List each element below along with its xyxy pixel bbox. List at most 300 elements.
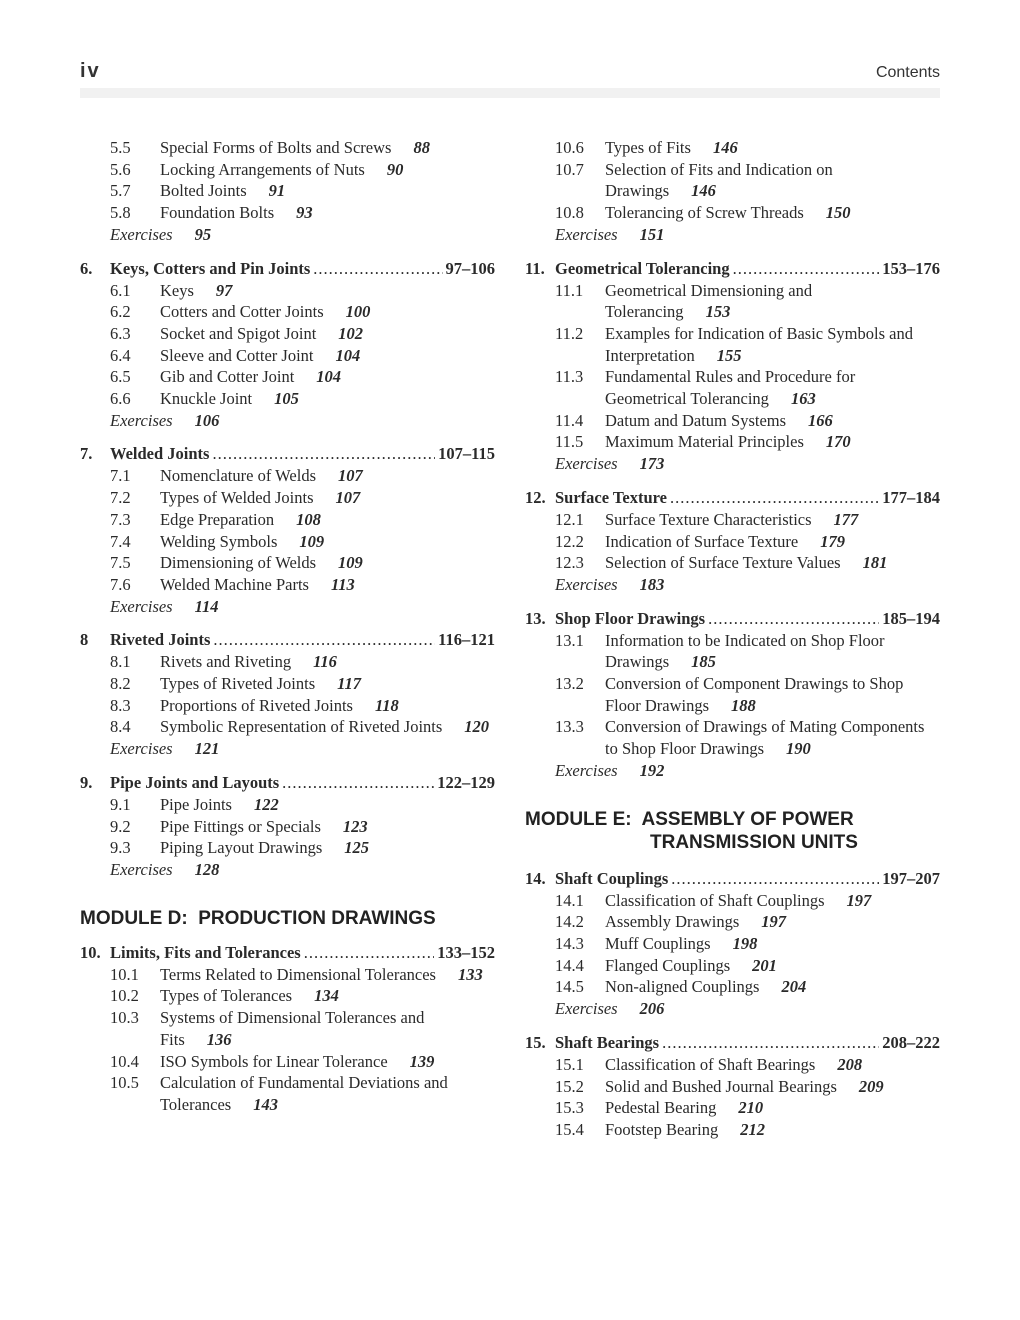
section-entry (110, 816, 495, 838)
section-number: 8.4 (110, 717, 131, 737)
section-text (605, 716, 940, 759)
section-page: 146 (691, 181, 716, 201)
dot-leader (671, 868, 879, 890)
section-title: Calculation of Fundamental Deviations and Tolerances (160, 1073, 448, 1114)
chapter-number: 12. (525, 487, 546, 507)
section-title: Types of Welded Joints (160, 488, 314, 508)
section-entry (555, 202, 940, 224)
section-title: Fundamental Rules and Procedure for Geometrical Tolerancing (605, 367, 856, 409)
chapter-number: 14. (525, 868, 546, 888)
dot-leader (282, 772, 434, 794)
section-title: Welding Symbols (160, 531, 278, 551)
section-text (160, 137, 495, 159)
exercises-text (555, 998, 940, 1020)
section-title: Tolerancing of Screw Threads (605, 203, 804, 223)
exercises-text (555, 453, 940, 475)
section-page: 139 (409, 1051, 435, 1071)
section-text (160, 1072, 495, 1115)
section-entry (555, 1119, 940, 1141)
section-page: 177 (833, 509, 859, 529)
section-text (605, 911, 940, 933)
section-entry (555, 366, 940, 409)
section-text (160, 531, 495, 553)
section-page: 102 (338, 323, 364, 343)
section-page: 109 (338, 553, 363, 573)
section-number: 8.1 (110, 652, 131, 672)
section-number: 11.2 (555, 323, 584, 343)
chapter-page-range: 153–176 (882, 258, 940, 278)
section-number: 12.1 (555, 509, 584, 529)
section-entry (555, 673, 940, 716)
section-list (525, 890, 940, 1020)
chapter-heading (525, 608, 940, 630)
section-page: 123 (342, 816, 368, 836)
toc-chapter (80, 258, 495, 432)
chapter-heading (80, 942, 495, 964)
section-text (605, 531, 940, 553)
section-title: Types of Tolerances (160, 986, 293, 1006)
section-text (160, 716, 495, 738)
chapter-title: Geometrical Tolerancing (555, 258, 730, 278)
section-page: 181 (862, 553, 888, 573)
section-entry (555, 531, 940, 553)
chapter-heading (80, 443, 495, 465)
section-list (525, 1054, 940, 1141)
exercises-text (555, 224, 940, 246)
exercises-label: Exercises (110, 739, 173, 759)
section-number: 5.6 (110, 159, 131, 179)
section-entry (555, 431, 940, 453)
exercises-entry (110, 410, 495, 432)
exercises-entry (110, 224, 495, 246)
section-entry (110, 388, 495, 410)
exercises-label: Exercises (555, 224, 618, 244)
exercises-label: Exercises (555, 574, 618, 594)
section-title: Indication of Surface Texture (605, 531, 799, 551)
section-title: Nomenclature of Welds (160, 466, 316, 486)
section-title: Gib and Cotter Joint (160, 367, 295, 387)
section-page: 185 (691, 652, 716, 672)
exercises-page: 192 (639, 760, 665, 780)
section-text (160, 964, 495, 986)
section-page: 105 (274, 389, 299, 409)
chapter-number: 15. (525, 1032, 546, 1052)
section-title: Datum and Datum Systems (605, 410, 787, 430)
section-text (605, 673, 940, 716)
chapter-number: 10. (80, 942, 101, 962)
section-number: 10.5 (110, 1073, 139, 1093)
dot-leader (313, 258, 442, 280)
section-page: 133 (457, 964, 483, 984)
section-number: 7.5 (110, 553, 131, 573)
dot-leader (212, 443, 435, 465)
section-title: Special Forms of Bolts and Screws (160, 138, 392, 157)
exercises-label: Exercises (555, 999, 618, 1019)
section-page: 100 (345, 302, 371, 322)
exercises-page: 95 (194, 224, 212, 244)
exercises-page: 114 (194, 596, 219, 616)
section-title: Types of Riveted Joints (160, 674, 316, 694)
section-text (160, 180, 495, 202)
chapter-title: Riveted Joints (110, 630, 211, 650)
dot-leader (670, 487, 879, 509)
exercises-entry (110, 859, 495, 881)
toc-chapter (80, 629, 495, 760)
section-title: Information to be Indicated on Shop Floor Drawings (605, 630, 885, 672)
section-title: Bolted Joints (160, 181, 247, 201)
section-list (80, 794, 495, 881)
toc-chapter (525, 137, 940, 246)
chapter-page-range: 185–194 (882, 608, 940, 628)
exercises-entry (555, 453, 940, 475)
module-title-line2: TRANSMISSION UNITS (650, 831, 858, 853)
toc-chapter (80, 137, 495, 246)
section-page: 146 (712, 138, 738, 157)
section-number: 13.1 (555, 630, 584, 650)
section-page: 136 (206, 1029, 232, 1049)
section-entry (555, 159, 940, 202)
section-number: 12.3 (555, 553, 584, 573)
chapter-page-range: 107–115 (438, 444, 495, 464)
toc-chapter (80, 772, 495, 881)
chapter-page-range: 122–129 (437, 772, 495, 792)
section-page: 210 (738, 1098, 764, 1118)
section-number: 10.1 (110, 964, 139, 984)
header-rule (80, 88, 940, 98)
exercises-entry (555, 224, 940, 246)
section-page: 118 (374, 695, 399, 715)
section-title: Flanged Couplings (605, 955, 731, 975)
section-text (160, 1051, 495, 1073)
section-number: 9.1 (110, 794, 131, 814)
module-heading (80, 907, 495, 930)
section-page: 88 (413, 138, 430, 157)
module-heading (525, 808, 940, 854)
chapter-page-range: 177–184 (882, 487, 940, 507)
chapter-number: 6. (80, 258, 93, 278)
section-page: 109 (299, 531, 325, 551)
section-page: 107 (338, 466, 363, 486)
chapter-title: Welded Joints (110, 444, 210, 464)
section-page: 197 (761, 912, 787, 932)
section-entry (555, 509, 940, 531)
section-entry (555, 890, 940, 912)
dot-leader (708, 608, 879, 630)
chapter-title: Limits, Fits and Tolerances (110, 942, 301, 962)
section-title: Classification of Shaft Bearings (605, 1054, 816, 1074)
section-text (160, 159, 495, 181)
section-number: 15.3 (555, 1098, 584, 1118)
section-text (160, 366, 495, 388)
exercises-text (110, 596, 495, 618)
exercises-text (110, 859, 495, 881)
section-entry (110, 509, 495, 531)
section-number: 10.8 (555, 203, 584, 223)
toc-chapter (525, 608, 940, 782)
section-page: 104 (335, 345, 361, 365)
section-page: 166 (808, 410, 833, 430)
section-entry (110, 487, 495, 509)
section-title: Assembly Drawings (605, 912, 740, 932)
section-number: 10.7 (555, 159, 584, 179)
section-page: 108 (296, 509, 321, 529)
section-text (605, 323, 940, 366)
chapter-page-range: 208–222 (882, 1032, 940, 1052)
section-title: Foundation Bolts (160, 203, 275, 223)
section-text (605, 976, 940, 998)
section-text (605, 890, 940, 912)
section-list (525, 509, 940, 596)
section-page: 120 (464, 717, 490, 737)
section-page: 198 (732, 933, 758, 953)
section-text (605, 552, 940, 574)
exercises-label: Exercises (555, 454, 618, 474)
section-number: 5.8 (110, 203, 131, 223)
section-entry (555, 1076, 940, 1098)
section-text (605, 366, 940, 409)
section-text (160, 837, 495, 859)
chapter-page-range: 116–121 (438, 630, 495, 650)
section-page: 179 (820, 531, 846, 551)
section-title: ISO Symbols for Linear Tolerance (160, 1051, 388, 1071)
exercises-label: Exercises (555, 760, 618, 780)
section-title: Types of Fits (605, 138, 691, 157)
chapter-title: Surface Texture (555, 487, 667, 507)
exercises-text (555, 574, 940, 596)
chapter-number: 13. (525, 608, 546, 628)
section-title: Keys (160, 280, 194, 300)
section-page: 113 (330, 574, 355, 594)
section-title: Socket and Spigot Joint (160, 323, 317, 343)
section-title: Selection of Fits and Indication on Drawings (605, 159, 833, 201)
section-text (605, 1076, 940, 1098)
section-entry (110, 202, 495, 224)
section-number: 11.1 (555, 280, 584, 300)
toc-chapter (525, 258, 940, 475)
chapter-heading (525, 487, 940, 509)
toc-chapter (80, 942, 495, 1116)
section-page: 116 (313, 652, 337, 672)
running-title: Contents (875, 64, 940, 81)
exercises-text (110, 410, 495, 432)
section-text (160, 816, 495, 838)
section-entry (110, 716, 495, 738)
section-text (160, 651, 495, 673)
section-entry (110, 964, 495, 986)
section-number: 15.4 (555, 1119, 584, 1139)
section-text (605, 1097, 940, 1119)
toc-chapter (525, 487, 940, 596)
chapter-heading (525, 1032, 940, 1054)
exercises-entry (110, 738, 495, 760)
page-number: iv (80, 60, 101, 82)
section-list (80, 465, 495, 617)
section-number: 15.1 (555, 1054, 584, 1074)
section-entry (555, 323, 940, 366)
chapter-page-range: 97–106 (445, 258, 495, 278)
section-entry (110, 1072, 495, 1115)
section-page: 122 (253, 794, 279, 814)
section-page: 201 (752, 955, 777, 975)
section-page: 150 (825, 203, 851, 223)
exercises-page: 206 (639, 999, 665, 1019)
section-title: Proportions of Riveted Joints (160, 695, 353, 715)
section-text (160, 487, 495, 509)
section-title: Pipe Joints (160, 794, 232, 814)
section-entry (555, 1097, 940, 1119)
section-title: Pipe Fittings or Specials (160, 816, 321, 836)
section-page: 170 (825, 432, 851, 452)
section-title: Footstep Bearing (605, 1119, 719, 1139)
section-title: Geometrical Dimensioning and Tolerancing (605, 280, 813, 322)
section-text (605, 955, 940, 977)
section-number: 14.4 (555, 955, 584, 975)
section-number: 14.2 (555, 912, 584, 932)
section-number: 6.2 (110, 302, 131, 322)
section-text (160, 574, 495, 596)
chapter-group (525, 137, 940, 782)
chapter-group (80, 942, 495, 1116)
section-number: 5.5 (110, 138, 131, 157)
chapter-title: Pipe Joints and Layouts (110, 772, 280, 792)
section-entry (110, 574, 495, 596)
section-number: 11.3 (555, 367, 584, 387)
section-entry (555, 630, 940, 673)
chapter-heading (525, 258, 940, 280)
section-page: 153 (705, 302, 731, 322)
section-text (605, 159, 940, 202)
section-title: Symbolic Representation of Riveted Joints (160, 717, 443, 737)
section-page: 190 (786, 739, 811, 759)
section-title: Examples for Indication of Basic Symbols and Interpretation (605, 323, 913, 365)
section-title: Edge Preparation (160, 509, 275, 529)
section-page: 125 (344, 838, 369, 858)
section-text (605, 630, 940, 673)
section-number: 9.3 (110, 838, 131, 858)
section-entry (110, 465, 495, 487)
section-list (525, 137, 940, 246)
section-text (160, 695, 495, 717)
section-number: 10.6 (555, 138, 584, 157)
section-page: 188 (731, 695, 756, 715)
section-number: 13.3 (555, 717, 584, 737)
section-number: 6.6 (110, 389, 131, 409)
section-list (80, 651, 495, 760)
section-title: Systems of Dimensional Tolerances and Fits (160, 1008, 425, 1049)
section-entry (555, 137, 940, 159)
chapter-number: 9. (80, 772, 93, 792)
section-list (80, 280, 495, 432)
exercises-entry (555, 760, 940, 782)
section-title: Dimensioning of Welds (160, 553, 317, 573)
exercises-page: 173 (639, 454, 665, 474)
section-text (605, 280, 940, 323)
dot-leader (304, 942, 435, 964)
section-page: 204 (781, 977, 807, 997)
section-title: Classification of Shaft Couplings (605, 890, 825, 910)
section-list (80, 137, 495, 246)
section-title: Pedestal Bearing (605, 1098, 717, 1118)
section-number: 11.4 (555, 410, 584, 430)
section-entry (110, 985, 495, 1007)
chapter-heading (80, 629, 495, 651)
chapter-title: Shaft Couplings (555, 868, 669, 888)
section-page: 209 (858, 1076, 884, 1096)
chapter-group (525, 868, 940, 1141)
section-number: 7.1 (110, 466, 131, 486)
section-entry (110, 323, 495, 345)
chapter-heading (80, 772, 495, 794)
section-page: 107 (335, 488, 361, 508)
section-page: 117 (337, 674, 361, 694)
section-number: 6.1 (110, 280, 131, 300)
section-number: 10.3 (110, 1008, 139, 1028)
chapter-number: 7. (80, 444, 93, 464)
section-number: 11.5 (555, 432, 584, 452)
chapter-number: 11. (525, 258, 545, 278)
section-title: Surface Texture Characteristics (605, 509, 812, 529)
section-text (160, 323, 495, 345)
module-title: PRODUCTION DRAWINGS (198, 907, 436, 929)
section-number: 14.5 (555, 977, 584, 997)
exercises-entry (555, 998, 940, 1020)
section-entry (110, 137, 495, 159)
section-list (525, 280, 940, 475)
section-page: 163 (790, 389, 816, 409)
section-text (160, 673, 495, 695)
exercises-text (110, 224, 495, 246)
toc-right-column (525, 137, 940, 1153)
section-page: 90 (386, 159, 404, 179)
chapter-group (80, 137, 495, 881)
section-entry (110, 794, 495, 816)
exercises-label: Exercises (110, 859, 173, 879)
section-entry (110, 651, 495, 673)
section-number: 5.7 (110, 181, 131, 201)
section-page: 197 (846, 890, 872, 910)
section-text (605, 1119, 940, 1141)
section-list (525, 630, 940, 782)
section-entry (110, 159, 495, 181)
exercises-page: 128 (194, 859, 220, 879)
chapter-heading (80, 258, 495, 280)
section-number: 14.1 (555, 890, 584, 910)
module-label: MODULE D: (80, 907, 188, 929)
section-text (605, 1054, 940, 1076)
section-entry (555, 976, 940, 998)
chapter-title: Keys, Cotters and Pin Joints (110, 258, 311, 278)
section-text (160, 1007, 495, 1050)
section-entry (110, 695, 495, 717)
chapter-page-range: 197–207 (882, 868, 940, 888)
exercises-page: 121 (194, 739, 220, 759)
section-title: Muff Couplings (605, 933, 711, 953)
section-list (80, 964, 495, 1116)
section-number: 12.2 (555, 531, 584, 551)
section-text (605, 431, 940, 453)
section-number: 7.4 (110, 531, 131, 551)
section-entry (110, 531, 495, 553)
dot-leader (213, 629, 435, 651)
section-entry (110, 301, 495, 323)
exercises-label: Exercises (110, 224, 173, 244)
section-title: Non-aligned Couplings (605, 977, 760, 997)
section-page: 134 (314, 986, 339, 1006)
section-text (605, 933, 940, 955)
section-entry (110, 1007, 495, 1050)
section-title: Cotters and Cotter Joints (160, 302, 324, 322)
section-entry (555, 410, 940, 432)
